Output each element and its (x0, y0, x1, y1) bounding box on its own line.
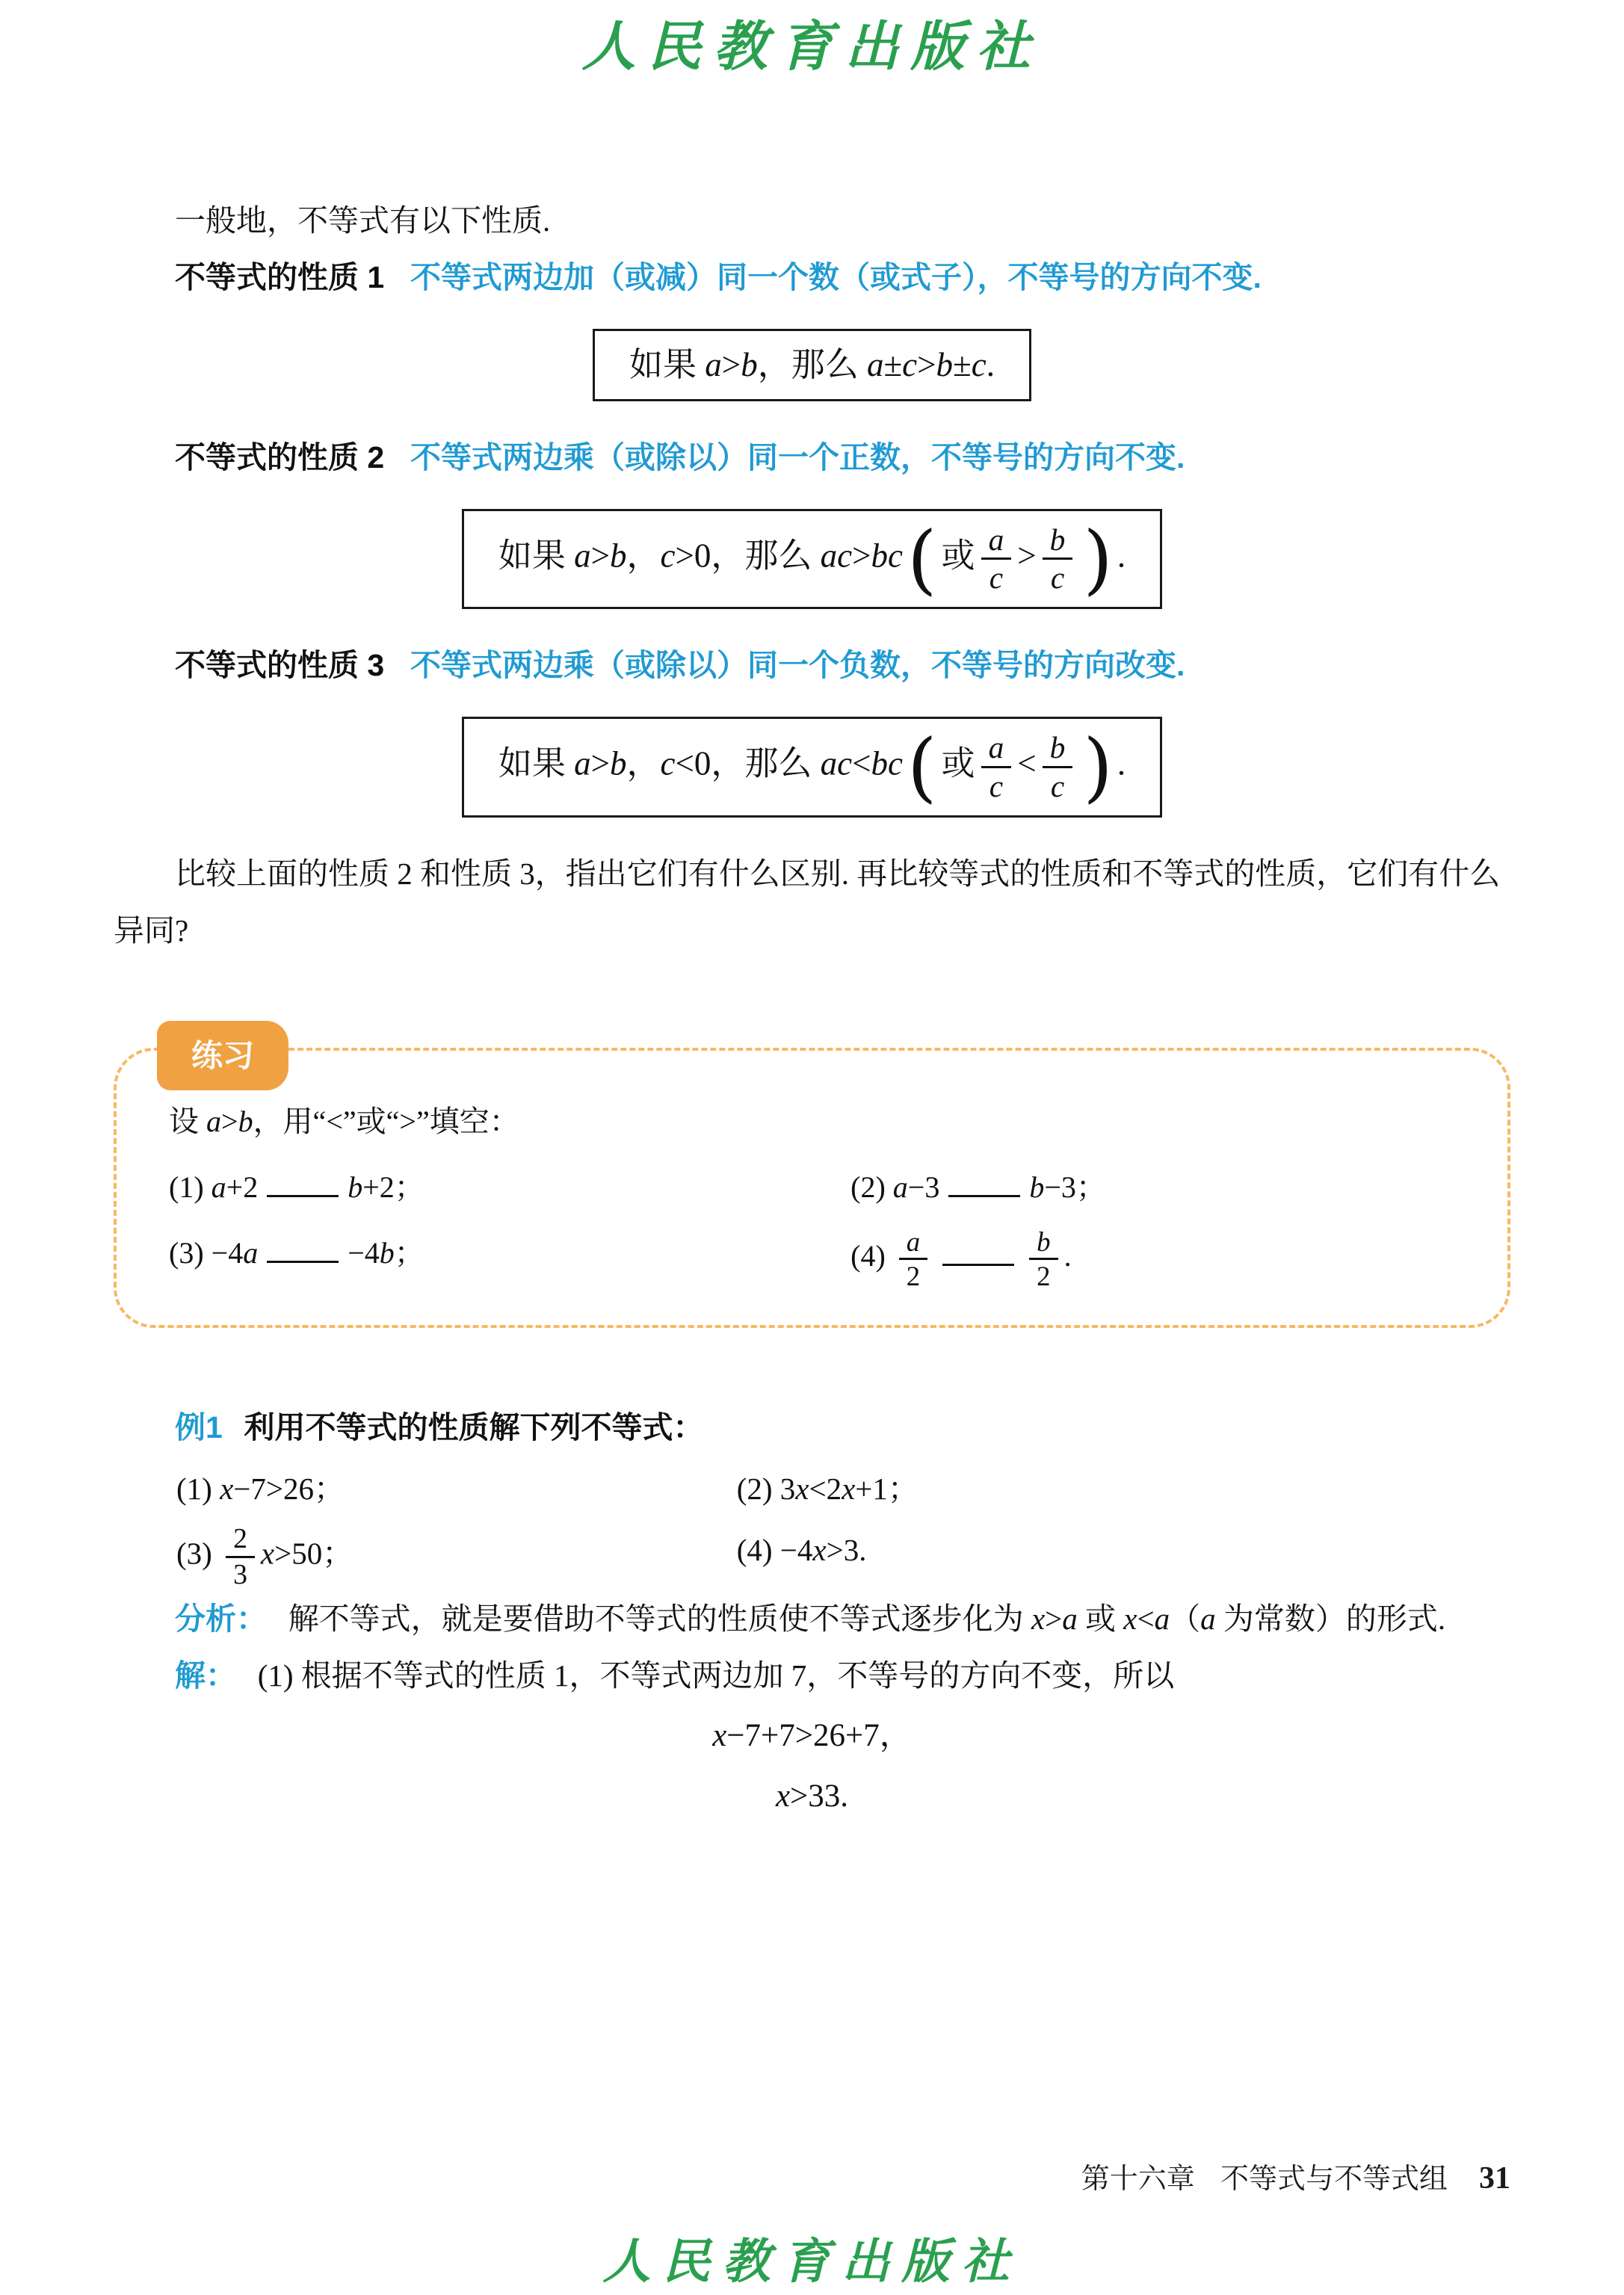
practice-row-2 (169, 1226, 1455, 1293)
example-item-1: (1) x−7>26； (176, 1471, 345, 1507)
example-item-2: (2) 3x<2x+1； (736, 1471, 918, 1507)
practice-badge: 练习 (157, 1021, 288, 1091)
compare-paragraph: 比较上面的性质 2 和性质 3，指出它们有什么区别. 再比较等式的性质和不等式的性质，它们有什么异同? (114, 856, 1501, 948)
page-content (0, 81, 1624, 1826)
property-2-desc: 不等式两边乘（或除以）同一个正数，不等号的方向不变. (410, 439, 1185, 475)
solution-text: (1) 根据不等式的性质 1，不等式两边加 7，不等号的方向不变，所以 (257, 1658, 1175, 1693)
example-label: 例1 (175, 1410, 223, 1445)
property-3-desc: 不等式两边乘（或除以）同一个负数，不等号的方向改变. (410, 648, 1185, 683)
equation-step-1: x−7+7>26+7， (712, 1717, 912, 1753)
property-2-label: 不等式的性质 2 (175, 439, 385, 475)
formula-box-1-wrap (114, 329, 1510, 401)
practice-item-4: (4) $\frac{a}{2}$ $\frac{b}{2}$ . (850, 1226, 1072, 1291)
property-1-label: 不等式的性质 1 (175, 259, 385, 294)
publisher-logo-bottom: 人民教育出版社 (602, 2234, 1022, 2290)
example-item-4: (4) −4x>3. (736, 1533, 867, 1567)
intro-paragraph: 一般地，不等式有以下性质. (175, 203, 551, 238)
solution-paragraph (114, 1648, 1510, 1705)
formula-box-2-wrap (114, 509, 1510, 610)
analysis-paragraph (114, 1591, 1510, 1648)
footer-chapter: 第十六章 (1081, 2163, 1195, 2195)
practice-box (114, 1037, 1510, 1329)
analysis-label: 分析： (175, 1601, 267, 1636)
practice-item-2: (2) a−3 b−3； (850, 1160, 1455, 1215)
page-footer (1081, 2155, 1510, 2196)
example-heading (114, 1400, 1510, 1457)
practice-intro: 设 a>b，用“<”或“>”填空： (169, 1104, 519, 1138)
property-1-desc: 不等式两边加（或减）同一个数（或式子），不等号的方向不变. (410, 259, 1262, 294)
property-2-paragraph (114, 430, 1510, 487)
property-3-paragraph (114, 637, 1510, 694)
example-section (114, 1400, 1510, 1826)
equation-step-2: x>33. (775, 1779, 849, 1814)
practice-row-1 (169, 1160, 1455, 1215)
analysis-text: 解不等式，就是要借助不等式的性质使不等式逐步化为 x>a 或 x<a（a 为常数）的形式. (288, 1601, 1446, 1636)
practice-item-3: (3) −4a −4b； (169, 1226, 850, 1293)
formula-box-1: 如果 a>b，那么 a±c>b±c. (593, 329, 1031, 401)
footer-section-title: 不等式与不等式组 (1220, 2163, 1448, 2195)
example-row-1 (114, 1461, 1510, 1518)
property-3-label: 不等式的性质 3 (175, 648, 385, 683)
practice-item-1: (1) a+2 b+2； (169, 1160, 850, 1215)
page-number: 31 (1479, 2161, 1510, 2196)
property-1-paragraph (114, 250, 1510, 306)
example-row-2 (114, 1522, 1510, 1591)
solution-label: 解： (175, 1658, 236, 1693)
formula-box-3: 如果 a>b，c<0，那么 ac<bc( 或 $\frac{a}{c}$ < $\frac{b}{c}$ ) . (462, 717, 1162, 818)
example-title: 利用不等式的性质解下列不等式： (244, 1410, 704, 1445)
formula-box-2: 如果 a>b，c>0，那么 ac>bc( 或 $\frac{a}{c}$ > $\frac{b}{c}$ ) . (462, 509, 1162, 610)
publisher-logo-top: 人民教育出版社 (581, 14, 1043, 78)
example-item-3: (3) $\frac{2}{3}$ x>50； (176, 1523, 353, 1590)
formula-box-3-wrap (114, 717, 1510, 818)
